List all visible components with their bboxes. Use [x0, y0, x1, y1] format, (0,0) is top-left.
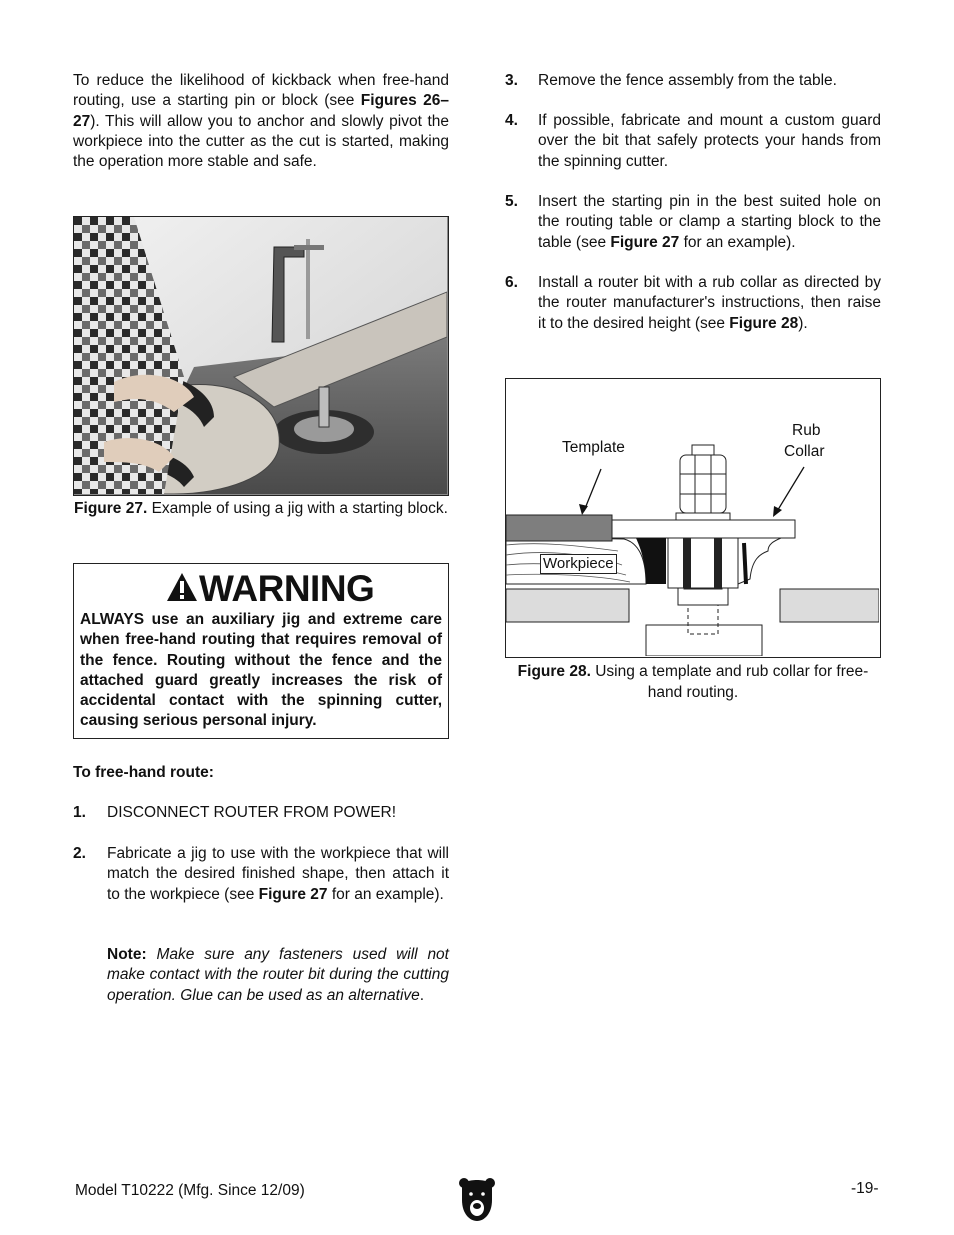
arbor-nut — [680, 455, 726, 513]
figure-28-illustration — [506, 379, 879, 656]
figure-27-caption — [73, 499, 449, 520]
footer-model: Model T10222 (Mfg. Since 12/09) — [75, 1182, 305, 1199]
table-right — [780, 589, 879, 622]
step-6-figure-ref: Figure 28 — [729, 314, 799, 332]
intro-paragraph — [73, 71, 449, 172]
bear-logo-icon — [458, 1176, 496, 1222]
table-left — [506, 589, 629, 622]
rub-collar-plate — [612, 520, 795, 538]
note-end: . — [419, 986, 425, 1004]
step-6-text-2: ). — [798, 314, 808, 332]
step-1-number: 1. — [73, 804, 86, 821]
footer-page-number: -19- — [851, 1180, 879, 1197]
step-3-text: Remove the fence assembly from the table. — [538, 72, 837, 89]
step-2-text-2: for an example). — [327, 885, 444, 903]
figure-27-label: Figure 27. — [74, 500, 148, 517]
step-1-text: DISCONNECT ROUTER FROM POWER! — [107, 804, 397, 821]
collet — [678, 587, 728, 605]
intro-text-2: ). This will allow you to anchor and slowly pivot the workpiece into the cutter as the cut is started, making the operation more stable and safe. — [73, 112, 449, 171]
note-paragraph — [107, 945, 449, 1006]
step-2-number: 2. — [73, 845, 86, 862]
step-5-number: 5. — [505, 193, 518, 210]
label-template: Template — [562, 439, 625, 456]
step-2-text — [107, 844, 449, 905]
label-workpiece: Workpiece — [540, 554, 617, 574]
step-5-figure-ref: Figure 27 — [610, 233, 680, 251]
step-6-text-1: Install a router bit with a rub collar as directed by the router manufacturer's instructions, then raise it to the desired height (see — [538, 274, 881, 332]
note-label: Note: — [107, 946, 147, 963]
step-2-text-1: Fabricate a jig to use with the workpiece that will match the desired finished shape, then attach it to the workpiece (see — [107, 845, 449, 903]
template-leader — [584, 469, 601, 511]
step-5-text-1: Insert the starting pin in the best suited hole on the routing table or clamp a starting block to the table (see — [538, 193, 881, 251]
warning-title: WARNING — [199, 568, 375, 609]
step-5-text-2: for an example). — [679, 233, 796, 251]
procedure-heading: To free-hand route: — [73, 764, 214, 781]
step-5-text — [538, 192, 881, 253]
label-collar: Collar — [784, 443, 825, 460]
figure-27-caption-text: Example of using a jig with a starting block. — [147, 500, 448, 517]
router-base — [646, 625, 762, 656]
warning-body: ALWAYS use an auxiliary jig and extreme care when free-hand routing that requires removal of the fence. Routing without the fence and the attached guard greatly increases the risk of accidental contact with the spinning cutter, causing serious personal injury. — [80, 611, 442, 730]
note-text: Make sure any fasteners used will not make contact with the router bit during the cutting operation. Glue can be used as an alternative — [107, 946, 449, 1004]
figure-27-photo — [73, 216, 449, 496]
rub-collar-leader — [776, 467, 804, 513]
arbor-nut-top — [692, 445, 714, 455]
warning-icon — [166, 571, 198, 603]
step-2-figure-ref: Figure 27 — [258, 885, 328, 903]
intro-figure-ref: Figures 26–27 — [73, 92, 449, 130]
intro-text-1: To reduce the likelihood of kickback when free-hand routing, use a starting pin or block (see — [73, 72, 449, 110]
figure-28-caption-text: Using a template and rub collar for free-hand routing. — [590, 663, 869, 701]
step-4-number: 4. — [505, 112, 518, 129]
step-6-text — [538, 273, 881, 334]
template — [506, 515, 612, 541]
figure-28-label: Figure 28. — [517, 663, 591, 680]
label-rub: Rub — [792, 422, 821, 439]
figure-27-illustration — [74, 217, 447, 494]
step-4-text: If possible, fabricate and mount a custom guard over the bit that safely protects your hands from the spinning cutter. — [538, 112, 881, 170]
step-6-number: 6. — [505, 274, 518, 291]
figure-28-diagram — [505, 378, 881, 658]
figure-28-caption — [505, 662, 881, 703]
step-3-number: 3. — [505, 72, 518, 89]
